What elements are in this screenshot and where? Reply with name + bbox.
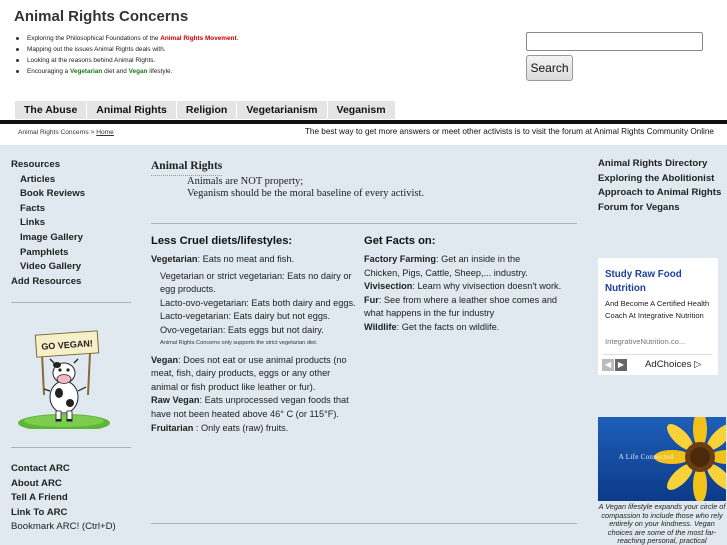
main-intro [151, 156, 577, 199]
breadcrumb-separator: > [88, 129, 97, 136]
sidebar-link-link-to-arc[interactable]: Link To ARC [11, 506, 68, 518]
left-divider [11, 302, 131, 303]
breadcrumb-row [0, 124, 727, 144]
sidebar-link-add-resources[interactable]: Add Resources [11, 275, 82, 287]
breadcrumb-current-link[interactable]: Home [96, 129, 114, 136]
nav-tab-religion[interactable]: Religion [177, 101, 236, 119]
sidebar-link-facts[interactable]: Facts [20, 202, 46, 214]
ad-choices-icon: ▷ [694, 359, 702, 370]
sunflower-text: A Life Connected [618, 453, 674, 461]
sunflower-image [598, 417, 726, 501]
sidebar-link-video-gallery[interactable]: Video Gallery [20, 261, 82, 273]
sidebar-link-contact[interactable]: Contact ARC [11, 463, 70, 474]
main-divider [151, 223, 577, 224]
nav-tab-the-abuse[interactable]: The Abuse [15, 101, 86, 119]
page-title: Animal Rights [151, 160, 222, 176]
left-divider [11, 447, 131, 448]
nav-tab-animal-rights[interactable]: Animal Rights [87, 101, 176, 119]
ad-body: And Become A Certified Health Coach At Integrative Nutrition [605, 299, 710, 321]
ad-nav [602, 359, 627, 371]
factory-farming-link[interactable]: Factory Farming [364, 254, 436, 264]
sidebar-link-book-reviews[interactable]: Book Reviews [20, 188, 86, 200]
go-vegan-cow-badge[interactable] [16, 325, 112, 429]
diet-subtype: Vegetarian or strict vegetarian: Eats no dairy or egg products. [160, 270, 352, 295]
tagline-item: Encouraging a Vegetarian diet and Vegan lifestyle. [14, 66, 238, 77]
diets-heading: Less Cruel diets/lifestyles: [151, 235, 293, 247]
fur-link[interactable]: Fur [364, 294, 379, 305]
left-bottom-links [11, 462, 116, 535]
right-link-abolitionist[interactable]: Exploring the Abolitionist Approach to Animal Rights [598, 172, 722, 198]
ad-choices[interactable]: AdChoices ▷ [645, 359, 702, 370]
fruitarian-link[interactable]: Fruitarian [151, 422, 194, 433]
right-link-forum[interactable]: Forum for Vegans [598, 201, 680, 213]
raw-vegan-link[interactable]: Raw Vegan [151, 395, 200, 406]
site-title[interactable]: Animal Rights Concerns [14, 8, 189, 25]
nav-tab-vegetarianism[interactable]: Vegetarianism [237, 101, 326, 119]
diet-note: Animal Rights Concerns only supports the strict vegetarian diet. [160, 339, 318, 346]
content-area [0, 145, 727, 545]
facts-heading: Get Facts on: [364, 235, 436, 247]
badge-text: GO VEGAN! [41, 338, 94, 352]
diet-subtype: Ovo-vegetarian: Eats eggs but not dairy. [160, 324, 324, 335]
tagline-item: Mapping out the issues Animal Rights deals with. [14, 44, 238, 55]
ad-next-icon[interactable]: ▶ [615, 359, 627, 371]
sidebar-link-resources[interactable]: Resources [11, 159, 61, 170]
wildlife-link[interactable]: Wildlife [364, 321, 397, 332]
right-sidebar [598, 157, 723, 215]
sunflower-caption: A Vegan lifestyle expands your circle of compassion to include those who rely entirely on your kindness. Vegan choices are some of the most far-reaching personal, practical [598, 502, 726, 545]
main-nav [15, 101, 396, 119]
ad-divider [603, 354, 713, 355]
search-input[interactable] [526, 32, 703, 51]
ad-title-link[interactable]: Study Raw Food Nutrition [605, 269, 682, 294]
facts-column [364, 235, 574, 335]
tagline-item: Looking at the reasons behind Animal Rights. [14, 55, 238, 66]
fruitarian-item: Fruitarian : Only eats (raw) fruits. [151, 422, 289, 433]
sidebar-link-pamphlets[interactable]: Pamphlets [20, 246, 69, 258]
wildlife-item: Wildlife: Get the facts on wildlife. [364, 321, 500, 332]
bookmark-link[interactable]: Bookmark ARC! (Ctrl+D) [11, 521, 116, 533]
search-button[interactable]: Search [526, 55, 573, 81]
breadcrumb-root-link[interactable]: Animal Rights Concerns [18, 129, 89, 136]
vegetarian-link[interactable]: Vegetarian [151, 254, 198, 264]
vegan-item: Vegan: Does not eat or use animal products (no meat, fish, dairy products, eggs or any other animal or fish product like leather or fur). [151, 354, 347, 392]
tagline-item: Exploring the Philosophical Foundations of the Animal Rights Movement. [14, 33, 238, 44]
sidebar-link-articles[interactable]: Articles [20, 173, 56, 185]
right-link-directory[interactable]: Animal Rights Directory [598, 158, 708, 169]
nav-tab-veganism[interactable]: Veganism [328, 101, 395, 119]
factory-animals-links[interactable]: Chicken, Pigs, Cattle, Sheep,... [364, 267, 492, 278]
quote-line: Animals are NOT property; [187, 176, 304, 187]
main-divider [151, 523, 577, 524]
vegan-link[interactable]: Vegan [151, 354, 179, 365]
factory-farming-item: Factory Farming: Get an inside in the Chicken, Pigs, Cattle, Sheep,... industry. [364, 254, 528, 278]
diet-subtype: Lacto-ovo-vegetarian: Eats both dairy and eggs. [160, 297, 356, 308]
vivisection-item: Vivisection: Learn why vivisection doesn't work. [364, 281, 562, 292]
tagline-list [14, 33, 238, 77]
breadcrumb [18, 129, 114, 136]
ad-prev-icon[interactable]: ◀ [602, 359, 614, 371]
vegetarian-item: Vegetarian: Eats no meat and fish. [151, 254, 295, 264]
fur-item: Fur: See from where a leather shoe comes and what happens in the fur industry [364, 294, 558, 319]
raw-vegan-item: Raw Vegan: Eats unprocessed vegan foods that have not been heated above 46° C (or 115°F). [151, 395, 349, 419]
sidebar-link-about[interactable]: About ARC [11, 477, 62, 489]
sidebar-link-image-gallery[interactable]: Image Gallery [20, 231, 83, 243]
ad-domain: IntegrativeNutrition.co... [605, 337, 686, 346]
quote-line: Veganism should be the moral baseline of every activist. [187, 188, 425, 199]
left-sidebar [11, 158, 133, 289]
vivisection-link[interactable]: Vivisection [364, 281, 413, 292]
header [0, 0, 727, 96]
diet-subtype: Lacto-vegetarian: Eats dairy but not eggs. [160, 311, 331, 322]
sidebar-link-links[interactable]: Links [20, 217, 46, 229]
ad-box[interactable] [598, 258, 718, 375]
sidebar-link-tell-a-friend[interactable]: Tell A Friend [11, 492, 68, 504]
diets-column [151, 235, 356, 435]
intro-quote [187, 176, 424, 200]
forum-announcement-link[interactable]: The best way to get more answers or meet other activists is to visit the forum at Animal Rights Community Online [304, 127, 714, 136]
